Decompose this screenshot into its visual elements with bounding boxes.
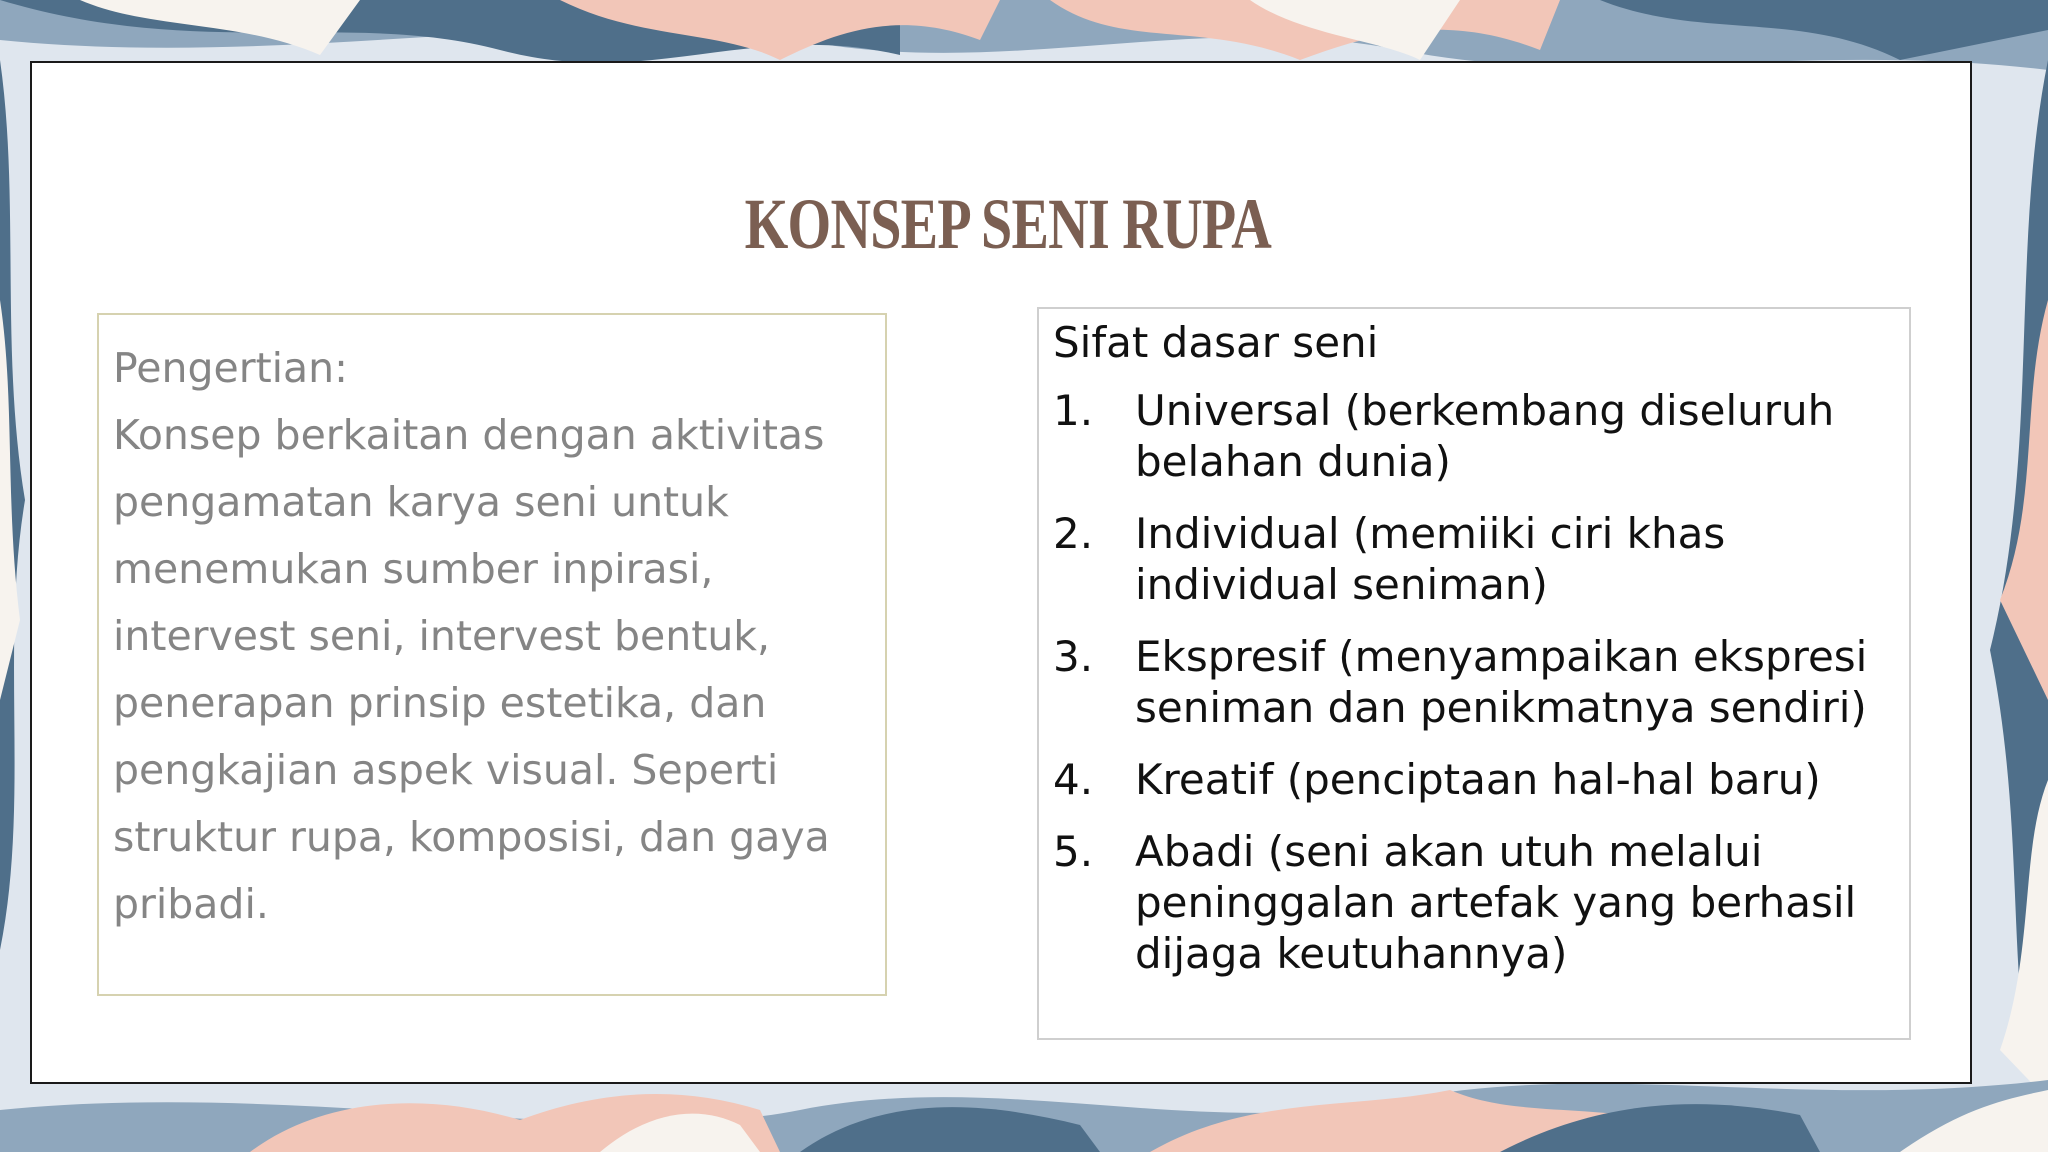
list-number: 2. (1053, 509, 1094, 558)
definition-heading: Pengertian: (113, 344, 348, 392)
definition-box (97, 313, 887, 996)
list-item-text: Universal (berkembang diseluruh belahan dunia) (1135, 386, 1835, 486)
list-item-text: Ekspresif (menyampaikan ekspresi seniman dan penikmatnya sendiri) (1135, 632, 1868, 732)
art-properties-box (1037, 307, 1911, 1040)
list-item (1053, 385, 1895, 487)
properties-heading: Sifat dasar seni (1053, 318, 1379, 367)
slide-card (30, 61, 1972, 1084)
list-item-text: Abadi (seni akan utuh melalui peninggalan artefak yang berhasil dijaga keutuhannya) (1135, 827, 1857, 978)
list-number: 5. (1053, 827, 1094, 876)
slide-title: KONSEP SENI RUPA (744, 184, 1271, 264)
list-item-text: Individual (memiiki ciri khas individual seniman) (1135, 509, 1726, 609)
list-item (1053, 826, 1895, 979)
list-item-text: Kreatif (penciptaan hal-hal baru) (1135, 755, 1821, 804)
list-item (1053, 508, 1895, 610)
list-number: 3. (1053, 632, 1094, 681)
list-number: 1. (1053, 386, 1094, 435)
list-number: 4. (1053, 755, 1094, 804)
list-item (1053, 754, 1895, 805)
definition-body: Konsep berkaitan dengan aktivitas pengamatan karya seni untuk menemukan sumber inpirasi, intervest seni, intervest bentuk, penerapan prinsip estetika, dan pengkajian aspek visual. Seperti struktur rupa, komposisi, dan gaya pribadi. (113, 411, 830, 928)
list-item (1053, 631, 1895, 733)
properties-list (1053, 385, 1895, 979)
